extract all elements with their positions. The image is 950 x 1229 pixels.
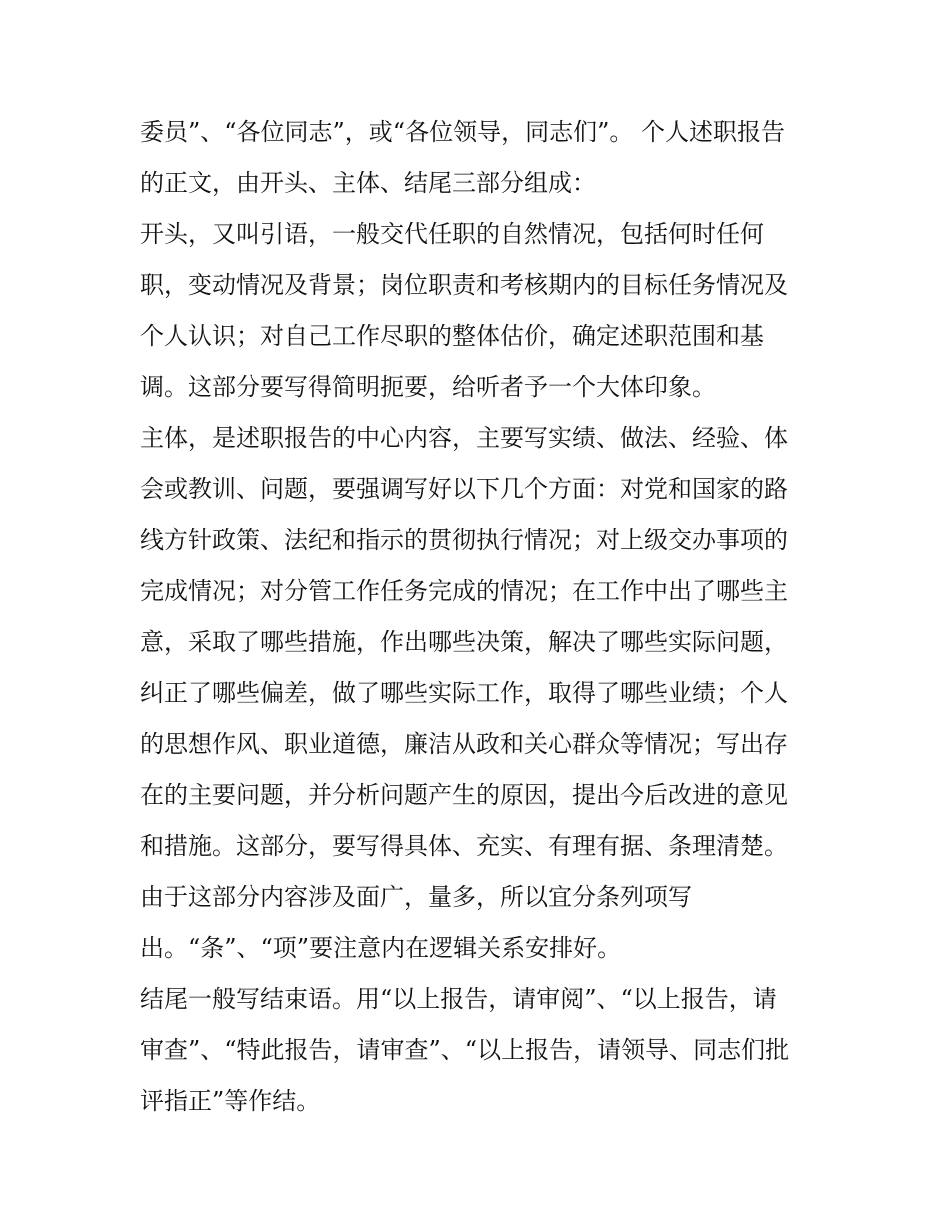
text-line: 的思想作风、职业道德，廉洁从政和关心群众等情况；写出存	[140, 730, 788, 758]
text-line: 结尾一般写结束语。用“以上报告，请审阅”、“以上报告，请	[140, 985, 777, 1013]
text-line: 由于这部分内容涉及面广，量多，所以宜分条列项写	[140, 883, 692, 911]
text-line: 职，变动情况及背景；岗位职责和考核期内的目标任务情况及	[140, 271, 788, 299]
text-line: 委员”、“各位同志”，或“各位领导，同志们”。 个人述职报告	[140, 118, 785, 146]
text-line: 线方针政策、法纪和指示的贯彻执行情况；对上级交办事项的	[140, 526, 788, 554]
text-line: 纠正了哪些偏差，做了哪些实际工作，取得了哪些业绩；个人	[140, 679, 788, 707]
text-line: 会或教训、问题，要强调写好以下几个方面：对党和国家的路	[140, 475, 788, 503]
text-line: 出。“条”、“项”要注意内在逻辑关系安排好。	[140, 934, 622, 962]
text-line: 调。这部分要写得简明扼要，给听者予一个大体印象。	[140, 373, 716, 401]
text-line: 主体，是述职报告的中心内容，主要写实绩、做法、经验、体	[140, 424, 788, 452]
text-line: 开头，又叫引语，一般交代任职的自然情况，包括何时任何	[140, 220, 764, 248]
text-line: 意，采取了哪些措施，作出哪些决策，解决了哪些实际问题，	[140, 628, 788, 656]
text-line: 在的主要问题，并分析问题产生的原因，提出今后改进的意见	[140, 781, 788, 809]
text-line: 和措施。这部分，要写得具体、充实、有理有据、条理清楚。	[140, 832, 788, 860]
text-line: 评指正”等作结。	[140, 1087, 321, 1115]
text-line: 的正文，由开头、主体、结尾三部分组成：	[140, 169, 596, 197]
document-body	[140, 107, 820, 1127]
text-line: 个人认识；对自己工作尽职的整体估价，确定述职范围和基	[140, 322, 764, 350]
text-line: 审查”、“特此报告，请审查”、“以上报告，请领导、同志们批	[140, 1036, 790, 1064]
text-line: 完成情况；对分管工作任务完成的情况；在工作中出了哪些主	[140, 577, 788, 605]
